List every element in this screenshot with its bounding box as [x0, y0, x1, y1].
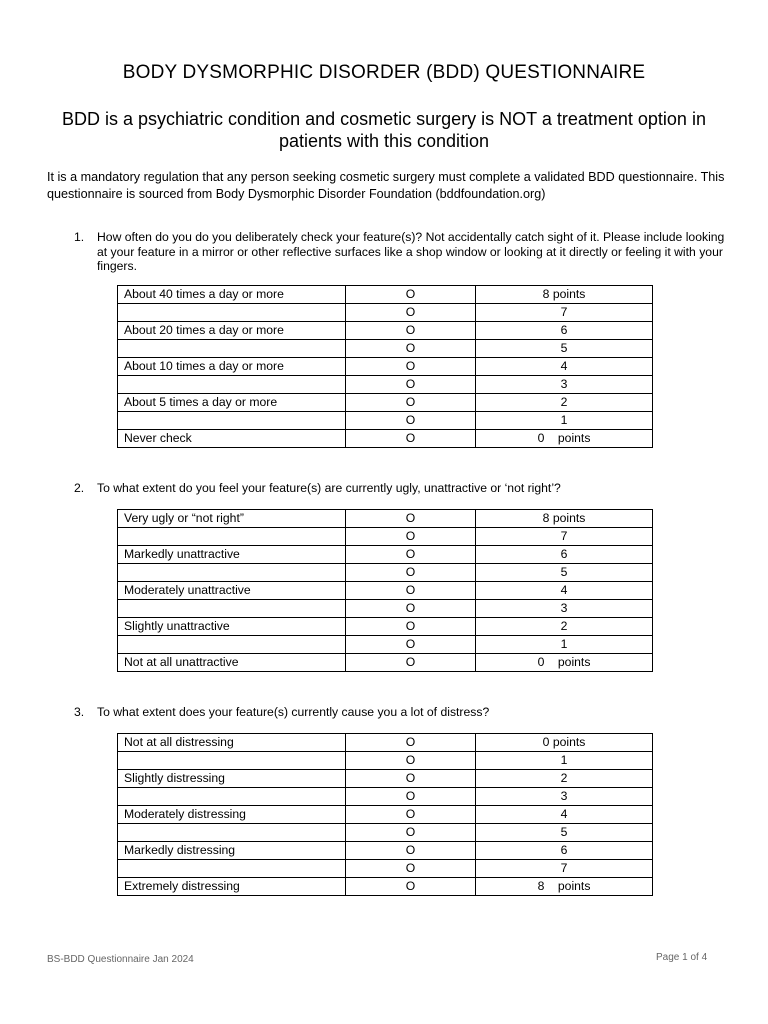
answer-points: 3 [476, 376, 653, 394]
answer-option-radio[interactable]: O [346, 860, 476, 878]
answer-label: Slightly unattractive [118, 618, 346, 636]
table-row [118, 636, 653, 654]
answer-label: Moderately unattractive [118, 582, 346, 600]
answer-label: Extremely distressing [118, 878, 346, 896]
answer-points: 6 [476, 546, 653, 564]
table-row [118, 304, 653, 322]
answer-points: 4 [476, 358, 653, 376]
answer-label [118, 412, 346, 430]
answer-option-radio[interactable]: O [346, 842, 476, 860]
answer-points: 4 [476, 806, 653, 824]
table-row [118, 824, 653, 842]
question-1-scale-table [117, 285, 653, 448]
table-row [118, 376, 653, 394]
question-number: 3. [74, 705, 85, 719]
answer-option-radio[interactable]: O [346, 394, 476, 412]
table-row [118, 770, 653, 788]
answer-points: 1 [476, 752, 653, 770]
answer-label [118, 860, 346, 878]
answer-option-radio[interactable]: O [346, 412, 476, 430]
answer-label [118, 752, 346, 770]
answer-option-radio[interactable]: O [346, 824, 476, 842]
answer-points: 5 [476, 564, 653, 582]
table-row [118, 528, 653, 546]
table-row [118, 564, 653, 582]
answer-option-radio[interactable]: O [346, 304, 476, 322]
answer-option-radio[interactable]: O [346, 430, 476, 448]
answer-points: 5 [476, 824, 653, 842]
question-3-scale-table [117, 733, 653, 896]
answer-option-radio[interactable]: O [346, 322, 476, 340]
question-2-scale-table [117, 509, 653, 672]
table-row [118, 752, 653, 770]
question-3 [74, 705, 734, 720]
table-row [118, 394, 653, 412]
answer-points: 1 [476, 412, 653, 430]
question-text: To what extent do you feel your feature(s) are currently ugly, unattractive or ‘not right’? [97, 481, 561, 495]
table-row [118, 600, 653, 618]
answer-label [118, 564, 346, 582]
answer-option-radio[interactable]: O [346, 636, 476, 654]
answer-label: About 40 times a day or more [118, 286, 346, 304]
answer-label: Markedly distressing [118, 842, 346, 860]
answer-label [118, 788, 346, 806]
table-row [118, 878, 653, 896]
answer-points: 0 points [476, 430, 653, 448]
page-title: BODY DYSMORPHIC DISORDER (BDD) QUESTIONNAIRE [122, 62, 646, 83]
question-text: To what extent does your feature(s) currently cause you a lot of distress? [97, 705, 490, 719]
answer-points: 7 [476, 528, 653, 546]
answer-points: 2 [476, 394, 653, 412]
table-row [118, 734, 653, 752]
answer-label: About 5 times a day or more [118, 394, 346, 412]
answer-label [118, 600, 346, 618]
answer-option-radio[interactable]: O [346, 340, 476, 358]
answer-points: 7 [476, 304, 653, 322]
answer-label [118, 340, 346, 358]
question-number: 2. [74, 481, 85, 495]
answer-label [118, 304, 346, 322]
answer-points: 2 [476, 618, 653, 636]
table-row [118, 788, 653, 806]
question-number: 1. [74, 230, 85, 244]
answer-option-radio[interactable]: O [346, 752, 476, 770]
intro-paragraph: It is a mandatory regulation that any person seeking cosmetic surgery must complete a validated BDD questionnaire. This questionnaire is sourced from Body Dysmorphic Disorder Foundation (bddfoundation.org) [47, 170, 725, 201]
answer-label [118, 824, 346, 842]
answer-points: 8 points [476, 286, 653, 304]
table-row [118, 860, 653, 878]
answer-points: 7 [476, 860, 653, 878]
answer-points: 3 [476, 788, 653, 806]
answer-option-radio[interactable]: O [346, 654, 476, 672]
table-row [118, 510, 653, 528]
answer-option-radio[interactable]: O [346, 878, 476, 896]
table-row [118, 546, 653, 564]
table-row [118, 806, 653, 824]
table-row [118, 582, 653, 600]
answer-label: Markedly unattractive [118, 546, 346, 564]
answer-points: 6 [476, 842, 653, 860]
answer-option-radio[interactable]: O [346, 564, 476, 582]
answer-label: Slightly distressing [118, 770, 346, 788]
table-row [118, 340, 653, 358]
footer-document-id: BS-BDD Questionnaire Jan 2024 [47, 954, 194, 965]
table-row [118, 358, 653, 376]
answer-option-radio[interactable]: O [346, 618, 476, 636]
answer-option-radio[interactable]: O [346, 528, 476, 546]
answer-option-radio[interactable]: O [346, 600, 476, 618]
question-2 [74, 481, 734, 496]
question-1 [74, 230, 734, 274]
table-row [118, 842, 653, 860]
table-row [118, 654, 653, 672]
answer-option-radio[interactable]: O [346, 734, 476, 752]
answer-points: 3 [476, 600, 653, 618]
answer-points: 8 points [476, 878, 653, 896]
answer-label: About 20 times a day or more [118, 322, 346, 340]
answer-option-radio[interactable]: O [346, 286, 476, 304]
answer-points: 4 [476, 582, 653, 600]
answer-label [118, 376, 346, 394]
answer-label: Not at all unattractive [118, 654, 346, 672]
page-subtitle: BDD is a psychiatric condition and cosmetic surgery is NOT a treatment option in patients with this condition [62, 109, 706, 151]
answer-points: 0 points [476, 734, 653, 752]
answer-option-radio[interactable]: O [346, 788, 476, 806]
answer-option-radio[interactable]: O [346, 358, 476, 376]
answer-points: 2 [476, 770, 653, 788]
answer-option-radio[interactable]: O [346, 770, 476, 788]
footer-page-number: Page 1 of 4 [656, 952, 708, 963]
answer-option-radio[interactable]: O [346, 376, 476, 394]
answer-option-radio[interactable]: O [346, 806, 476, 824]
table-row [118, 412, 653, 430]
table-row [118, 322, 653, 340]
answer-label: Very ugly or “not right” [118, 510, 346, 528]
answer-points: 5 [476, 340, 653, 358]
answer-label: About 10 times a day or more [118, 358, 346, 376]
answer-label [118, 528, 346, 546]
answer-option-radio[interactable]: O [346, 582, 476, 600]
answer-label: Not at all distressing [118, 734, 346, 752]
answer-points: 8 points [476, 510, 653, 528]
table-row [118, 286, 653, 304]
answer-label: Never check [118, 430, 346, 448]
answer-points: 0 points [476, 654, 653, 672]
table-row [118, 430, 653, 448]
answer-label [118, 636, 346, 654]
answer-points: 6 [476, 322, 653, 340]
table-row [118, 618, 653, 636]
answer-label: Moderately distressing [118, 806, 346, 824]
answer-points: 1 [476, 636, 653, 654]
answer-option-radio[interactable]: O [346, 510, 476, 528]
answer-option-radio[interactable]: O [346, 546, 476, 564]
question-text: How often do you do you deliberately check your feature(s)? Not accidentally catch sight of it. Please include looking at your feature in a mirror or other reflective surfaces like a shop window or looking at it directly or feeling it with your fingers. [97, 230, 725, 273]
